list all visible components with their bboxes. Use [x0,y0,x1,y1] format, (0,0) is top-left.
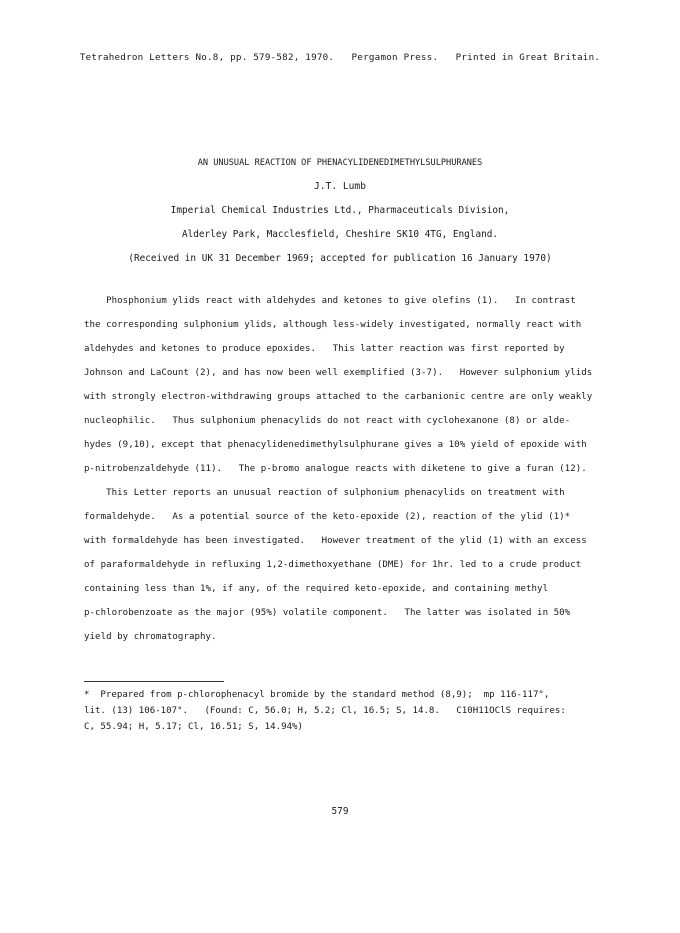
body-line: formaldehyde. As a potential source of the keto-epoxide (2), reaction of the ylid (1)* [84,512,571,522]
footnote-rule [84,681,224,682]
body-line: Phosphonium ylids react with aldehydes and ketones to give olefins (1). In contrast [84,296,576,306]
body-line: aldehydes and ketones to produce epoxides. This latter reaction was first reported by [84,344,565,354]
running-header: Tetrahedron Letters No.8, pp. 579-582, 1970. Pergamon Press. Printed in Great Britain. [79,52,601,63]
body-line: p-chlorobenzoate as the major (95%) volatile component. The latter was isolated in 50% [84,608,571,618]
body-line: hydes (9,10), except that phenacylidenedimethylsulphurane gives a 10% yield of epoxide with [84,440,587,450]
body-line: of paraformaldehyde in refluxing 1,2-dimethoxyethane (DME) for 1hr. led to a crude product [84,560,582,570]
body-line: the corresponding sulphonium ylids, although less-widely investigated, normally react with [84,320,582,330]
body-line: Johnson and LaCount (2), and has now been well exemplified (3-7). However sulphonium ylids [84,368,593,378]
page-number: 579 [331,806,349,817]
author-name: J.T. Lumb [314,181,366,192]
footnote-line: lit. (13) 106-107°. (Found: C, 56.0; H, 5.2; Cl, 16.5; S, 14.8. C10H11OClS requires: [84,706,566,716]
body-line: containing less than 1%, if any, of the required keto-epoxide, and containing methyl [84,584,549,594]
body-line: This Letter reports an unusual reaction of sulphonium phenacylids on treatment with [84,488,565,498]
body-line: p-nitrobenzaldehyde (11). The p-bromo analogue reacts with diketene to give a furan (12). [84,464,587,474]
footnote-line: * Prepared from p-chlorophenacyl bromide by the standard method (8,9); mp 116-117°, [84,690,550,700]
article-title: AN UNUSUAL REACTION OF PHENACYLIDENEDIMETHYLSULPHURANES [197,158,483,168]
received-dates: (Received in UK 31 December 1969; accepted for publication 16 January 1970) [128,253,552,264]
footnote-line: C, 55.94; H, 5.17; Cl, 16.51; S, 14.94%) [84,722,303,732]
affiliation-line-1: Imperial Chemical Industries Ltd., Pharmaceuticals Division, [170,205,510,216]
body-line: nucleophilic. Thus sulphonium phenacylids do not react with cyclohexanone (8) or alde- [84,416,571,426]
body-line: with formaldehyde has been investigated. However treatment of the ylid (1) with an excess [84,536,587,546]
affiliation-line-2: Alderley Park, Macclesfield, Cheshire SK10 4TG, England. [181,229,499,240]
body-line: with strongly electron-withdrawing groups attached to the carbanionic centre are only weakly [84,392,593,402]
body-line: yield by chromatography. [84,632,217,642]
